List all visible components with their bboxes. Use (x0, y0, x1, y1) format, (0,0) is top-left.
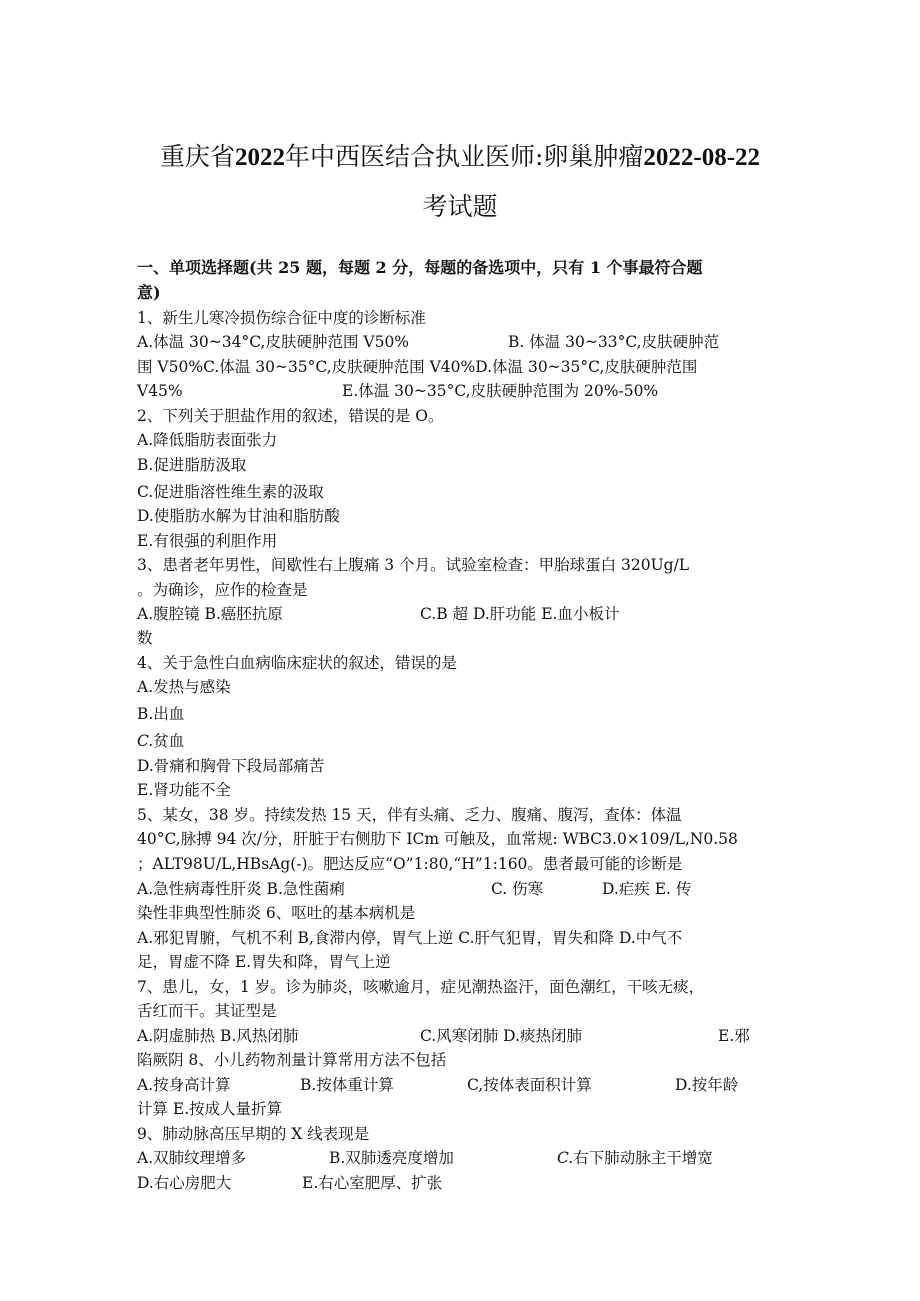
question-9-option-e: E.右心室肥厚、扩张 (302, 1174, 443, 1192)
question-5-option-c: C. 伤寒 (491, 880, 544, 898)
question-9-stem: 9、肺动脉高压早期的 X 线表现是 (137, 1125, 370, 1143)
question-8-option-e: 计算 E.按成人量折算 (137, 1100, 283, 1118)
title-text: 重庆省 (159, 142, 235, 171)
question-1-option-b: B. 体温 30~33°C,皮肤硬肿范 (508, 333, 720, 351)
question-5-options-de: D.疟疾 E. 传 (602, 880, 692, 898)
question-2-option-a: A.降低脂肪表面张力 (137, 431, 278, 449)
title-date: 2022-08-22 (643, 144, 761, 171)
question-4-option-d: D.骨痛和胸骨下段局部痛苦 (137, 757, 325, 775)
question-9-option-c (557, 1148, 713, 1168)
question-9-option-c-letter: C. (557, 1149, 574, 1167)
question-5-stem-line2: 40°C,脉搏 94 次/分，肝脏于右侧肋下 ICm 可触及，血常规: WBC3.0×109/L,N0.58 (137, 830, 738, 848)
question-2-option-c: C.促进脂溶性维生素的汲取 (137, 483, 324, 501)
question-7-option-e: E.邪 (718, 1027, 750, 1045)
question-9-option-c-text: 右下肺动脉主干增宽 (573, 1149, 713, 1167)
question-2-option-b: B.促进脂肪汲取 (137, 456, 247, 474)
question-1-stem: 1、新生儿寒冷损伤综合征中度的诊断标准 (137, 309, 426, 327)
question-5-option-e-cont: 染性非典型性肺炎 6、呕吐的基本病机是 (137, 904, 416, 922)
document-title (0, 137, 920, 173)
question-8-option-c: C,按体表面积计算 (467, 1076, 592, 1094)
question-8-option-b: B.按体重计算 (300, 1076, 394, 1094)
section-heading-cont: 意) (137, 283, 161, 302)
question-5-stem-line3: ；ALT98U/L,HBsAg(-)。肥达反应“O”1:80,“H”1:160。患者最可能的诊断是 (137, 855, 683, 873)
question-4-option-b: B.出血 (137, 705, 185, 723)
question-3-stem: 3、患者老年男性，间歇性右上腹痛 3 个月。试验室检查：甲胎球蛋白 320Ug/L (137, 556, 690, 574)
title-text-2: 年中西医结合执业医师:卵巢肿瘤 (284, 142, 644, 171)
question-1-option-a: A.体温 30~34°C,皮肤硬肿范围 V50% (137, 333, 410, 351)
question-3-stem-cont: 。为确诊，应作的检查是 (137, 581, 308, 599)
question-2-stem: 2、下列关于胆盐作用的叙述，错误的是 O。 (137, 407, 444, 425)
question-6-options-cont: 足，胃虚不降 E.胃失和降，胃气上逆 (137, 953, 391, 971)
question-3-options-cde: C.B 超 D.肝功能 E.血小板计 (420, 605, 620, 623)
section-heading: 一、单项选择题(共 25 题，每题 2 分，每题的备选项中，只有 1 个事最符合题 (137, 258, 703, 277)
question-9-option-a: A.双肺纹理增多 (137, 1149, 247, 1167)
question-2-option-d: D.使脂肪水解为甘油和脂肪酸 (137, 507, 340, 525)
question-6-options: A.邪犯胃腑，气机不利 B,食滞内停，胃气上逆 C.肝气犯胃，胃失和降 D.中气不 (137, 929, 683, 947)
question-4-option-e: E.肾功能不全 (137, 781, 231, 799)
question-3-options-ab: A.腹腔镜 B.癌胚抗原 (137, 605, 283, 623)
question-3-option-e-cont: 数 (137, 629, 153, 647)
question-1-option-d-cont: V45% (137, 382, 183, 400)
question-7-stem: 7、患儿，女，1 岁。诊为肺炎，咳嗽逾月，症见潮热盗汗，面色潮红，干咳无痰， (137, 978, 705, 996)
document-subtitle: 考试题 (422, 192, 498, 221)
question-4-option-c (137, 731, 184, 751)
question-1-options-cd: 围 V50%C.体温 30~35°C,皮肤硬肿范围 V40%D.体温 30~35°C,皮肤硬肿范围 (137, 358, 698, 376)
question-7-options-ab: A.阴虚肺热 B.风热闭肺 (137, 1027, 299, 1045)
question-8-option-d: D.按年龄 (675, 1076, 739, 1094)
question-7-option-e-cont: 陷厥阴 8、小儿药物剂量计算常用方法不包括 (137, 1051, 447, 1069)
question-8-option-a: A.按身高计算 (137, 1076, 231, 1094)
question-7-stem-cont: 舌红而干。其证型是 (137, 1002, 277, 1020)
question-5-options-ab: A.急性病毒性肝炎 B.急性菌痢 (137, 880, 345, 898)
question-9-option-d: D.右心房肥大 (137, 1174, 232, 1192)
question-4-option-c-text: 贫血 (153, 732, 185, 750)
question-7-options-cd: C.风寒闭肺 D.痰热闭肺 (420, 1027, 582, 1045)
question-1-option-e: E.体温 30~35°C,皮肤硬肿范围为 20%-50% (342, 382, 659, 400)
title-year: 2022 (234, 144, 285, 171)
question-9-option-b: B.双肺透亮度增加 (329, 1149, 454, 1167)
question-4-option-a: A.发热与感染 (137, 678, 231, 696)
question-2-option-e: E.有很强的利胆作用 (137, 532, 278, 550)
question-4-option-c-letter: C. (137, 732, 154, 750)
question-4-stem: 4、关于急性白血病临床症状的叙述，错误的是 (137, 654, 457, 672)
question-5-stem: 5、某女，38 岁。持续发热 15 天，伴有头痛、乏力、腹痛、腹泻，查体：体温 (137, 806, 682, 824)
